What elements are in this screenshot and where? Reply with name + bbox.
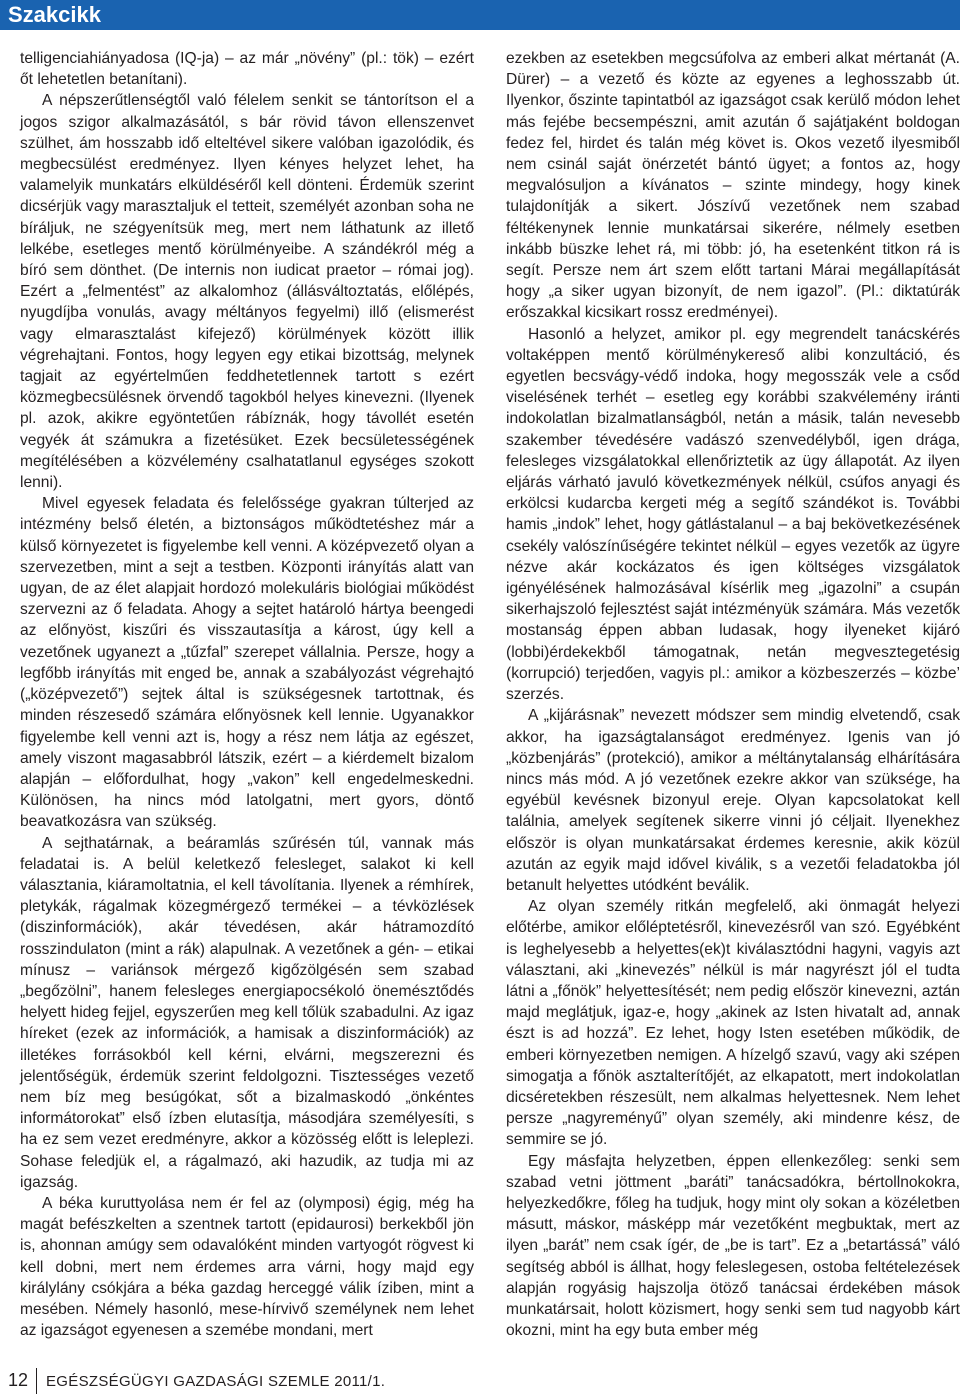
paragraph: A népszerűtlenségtől való félelem senkit se tántorítson el a jogos szigor alkalmazásától, s bár rövid távon ellenszenvet szülhet, ám hosszabb idő elteltével sikere valóban igazolódik, és megbecsülést eredményez. Ilyen kényes helyzet lehet, ha valamelyik munkatárs elküldéséről kell dönteni. Érdemük szerint dicsérjük vagy marasztaljuk el tetteit, személyét azonban soha ne bíráljuk, ne szégyenítsük meg, mert nem láthatunk az illető lelkébe, esetleges mentő körülményeibe. A szándékról még a bíró sem dönthet. (De internis non iudicat praetor – római jog). Ezért a „felmentést” az alkalomhoz (állásváltoztatás, előlépés, nyugdíjba vonulás, avagy méltányos fegyelmi) illő (elismerést vagy elmarasztalást kifejező) körülmények között illik végrehajtani. Fontos, hogy legyen egy etikai bizottság, melynek tagjait az egyértelműen feddhetetlennek tartott s ezért közmegbecsülésnek örvendő tagokból helyes kinevezni. (Ilyenek pl. azok, akikre egyöntetűen rábíznák, hogy távollét esetén vegyék át számukra a fizetésüket. Ezek becsületességének megítélésében a közvélemény csalhatatlanul egységes szokott lenni). (20, 92, 474, 492)
paragraph: Hasonló a helyzet, amikor pl. egy megrendelt tanácskérés voltaképpen mentő körülménykereső alibi konzultáció, és egyetlen becsvágy-védő indoka, hogy megosszák vele a csőd viselésének terhét – esetleg egy korábbi szakvélemény iránti indokolatlan bizalmatlanságból, netán a másik, talán nevesebb szakember tévedésére vadászó szenvedélyből, igen drága, felesleges vizsgálatokkal ellenőriztetik az ügy állapotát. Az ilyen eljárás várható javuló következmények nélkül, csúfos anyagi és erkölcsi kudarcba kergeti még a segítő szándékot is. További hamis „indok” lehet, hogy gátlástalanul – a baj bekövetkezésének csekély valószínűségére tekintet nélkül – egyes vezetők az ügyre nézve akár kockázatos és igen költséges vizsgálatok igényélésének halmozásával kísérlik meg „igazolni” a csupán sikerhajszoló fejlesztést saját intézményük számára. Más vezetők mostanság éppen abban ludasak, hogy ilyeneket kijáró (lobbi)érdekekből támogatnak, netán megvesztegetésig (korrupció) terjedően, vagyis pl.: amikor a közbeszerzés – közbe’ szerzés. (506, 325, 960, 704)
footer-divider (36, 1368, 37, 1394)
paragraph: telligenciahiányadosa (IQ-ja) – az már „növény” (pl.: tök) – ezért őt lehetetlen betanítani). (20, 50, 474, 89)
paragraph: A „kijárásnak” nevezett módszer sem mindig elvetendő, csak akkor, ha igazságtalanságot eredményez. Igenis van jó „közbenjárás” (protekció), amikor a méltánytalanság elhárítására nincs más mód. A jó vezetőnek ezekre akkor van szüksége, ha egyébül kevésnek bizonyul ereje. Olyan kapcsolatokat kell találnia, amelyek segítenek sikerre vinni jó céljait. Ilyenekhez először is olyan munkatársakat érdemes keresnie, akik közül azután az egyik majd idővel kiválik, s a vezetői feladatokba jól betanult helyettes utódként beválik. (506, 707, 960, 894)
page-footer (0, 1366, 960, 1396)
paragraph: Az olyan személy ritkán megfelelő, aki önmagát helyezi előtérbe, amikor előléptetésről, kinevezésről van szó. Egyébként is leghelyesebb a helyettes(ek)t kiválasztódni hagyni, vagyis azt választani, aki „kinevezés” nélkül is már nagyrészt jól el tudta látni a „főnök” helyettesítését; nem pedig először kinevezni, aztán majd meglátjuk, igaz-e, hogy „akinek az Isten hivatalt ad, annak észt is ad hozzá”. Ez lehet, hogy Isten esetében működik, de emberi környezetben nemigen. A hízelgő szavú, vagy aki szépen simogatja a főnök asztalterítőjét, az elkapatott, mert indokolatlan dicséretekben részesült, nem alkalmas helyettesnek. Nem lehet persze „nagyreményű” olyan személy, aki mindenre kész, de semmire se jó. (506, 898, 960, 1149)
right-column (506, 48, 960, 1341)
paragraph: ezekben az esetekben megcsúfolva az emberi alkat mértanát (A. Dürer) – a vezető és közte az egyenes a leghosszabb út. Ilyenkor, őszinte tapintatból az igazságot csak kerülő módon lehet más fejébe becsempészni, amit azután ő sajátjaként boldogan fedez fel, hirdet és talán még követ is. Okos vezető ilyesmiből nem csinál saját önérzetét bántó ügyet; a fontos az, hogy megvalósuljon a kívánatos – szinte mindegy, hogy kinek tulajdonítják a sikert. Jószívű vezetőnek nem szabad féltékenynek lennie munkatársai sikerére, nélmely esetben inkább büszke lehet rá, mi több: jó, ha esetenként titkon rá is segít. Persze nem árt szem előtt tartani Márai megállapítását hogy „a siker ugyan bizonyít, de nem igazol”. (Pl.: diktatúrák erőszakkal kicsikart rossz eredményei). (506, 50, 960, 322)
paragraph: A béka kuruttyolása nem ér fel az (olymposi) égig, még ha magát befészkelten a szentnek tartott (epidaurosi) berkekből jön is, ahonnan amúgy sem odavalóként minden vartyogót rögvest ki kell dobni, mert nem érdemes arra várni, hogy majd egy királylány csókjára a béka gazdag herceggé válik íziben, mint a mesében. Némely hasonló, mese-hírvivő személynek nem lehet az igazságot egyenesen a szemébe mondani, mert (20, 1194, 474, 1340)
page-number: 12 (8, 1370, 29, 1390)
journal-title: EGÉSZSÉGÜGYI GAZDASÁGI SZEMLE 2011/1. (46, 1373, 386, 1390)
section-title: Szakcikk (8, 2, 101, 27)
header-bar (0, 0, 960, 30)
paragraph: Egy másfajta helyzetben, éppen ellenkezőleg: senki sem szabad vetni jöttment „baráti” tanácsadókra, bértollnokokra, helyezkedőkre, főleg ha tudjuk, hogy mint oly sokan a közéletben másutt, máskor, másképp már vezetőként megbuktak, mert az ilyen „barát” nem csak ígér, de „be is tart”. Ez a „betartássá” váló segítség abból is állhat, hogy feleslegesen, ostoba feltételezések alapján rogyásig hajszolja ötöző tanácsai érdekében mások munkatársait, holott közismert, hogy senki sem tud nagyobb kárt okozni, mint ha egy buta ember még (506, 1152, 960, 1340)
paragraph: Mivel egyesek feladata és felelőssége gyakran túlterjed az intézmény belső életén, a biztonságos működtetéshez már a külső környezetet is figyelembe kell venni. A középvezető olyan a szervezetben, mint a sejt a testben. Központi irányítás alatt van ugyan, de az élet alapjait hordozó molekuláris biológiai működést szervezni az ő feladata. Ahogy a sejtet határoló hártya beengedi az előnyöst, kiszűri és visszautasítja a károst, úgy kell a vezetőnek ugyanezt a „tűzfal” szerepet vállalnia. Persze, hogy a legfőbb irányítás mit enged be, annak a szabályozást végrehajtó („középvezető”) sejtek által is szükségesnek tartottnak, és minden részesedő számára előnyösnek kell lennie. Ugyanakkor figyelembe kell venni azt is, hogy a rész nem látja az egészet, amely viszont magasabbról látszik, ezért – a kiérdemelt bizalom alapján – előfordulhat, hogy „vakon” kell engedelmeskedni. Különösen, ha nincs mód latolgatni, mert gyors, döntő beavatkozásra van szükség. (20, 495, 474, 831)
left-column (20, 48, 474, 1341)
paragraph: A sejthatárnak, a beáramlás szűrésén túl, vannak más feladatai is. A belül keletkező felesleget, salakot ki kell választania, kiáramoltatnia, el kell távolítania. Ilyenek a rémhírek, pletykák, rágalmak közegmérgező termékei – a tévközlések (diszinformációk), akár tévedésen, akár hátramozdító rosszindulaton (mint a rák) alapulnak. A vezetőnek a gén- – etikai mínusz – variánsok mérgező kigőzölgésén sem szabad „begőzölni”, hanem felesleges energiapocsékoló önemésztődés helyett hideg fejjel, egyszerűen meg kell tőlük szabadulni. Az igaz híreket (ezek az információk, a hamisak a diszinformációk) az illetékes forrásokból kell kérni, elvárni, megszerezni és jelentőségük, érdemük szerint feldolgozni. Tisztességes vezető nem bíz meg besúgókat, sőt a bizalmaskodó „önkéntes informátorokat” első ízben elutasítja, másodjára személyesíti, s ha ez sem vezet eredményre, akkor a közösség előtt is leleplezi. Sohase feledjük el, a rágalmazó, aki hazudik, az tudja mi az igazság. (20, 834, 474, 1191)
